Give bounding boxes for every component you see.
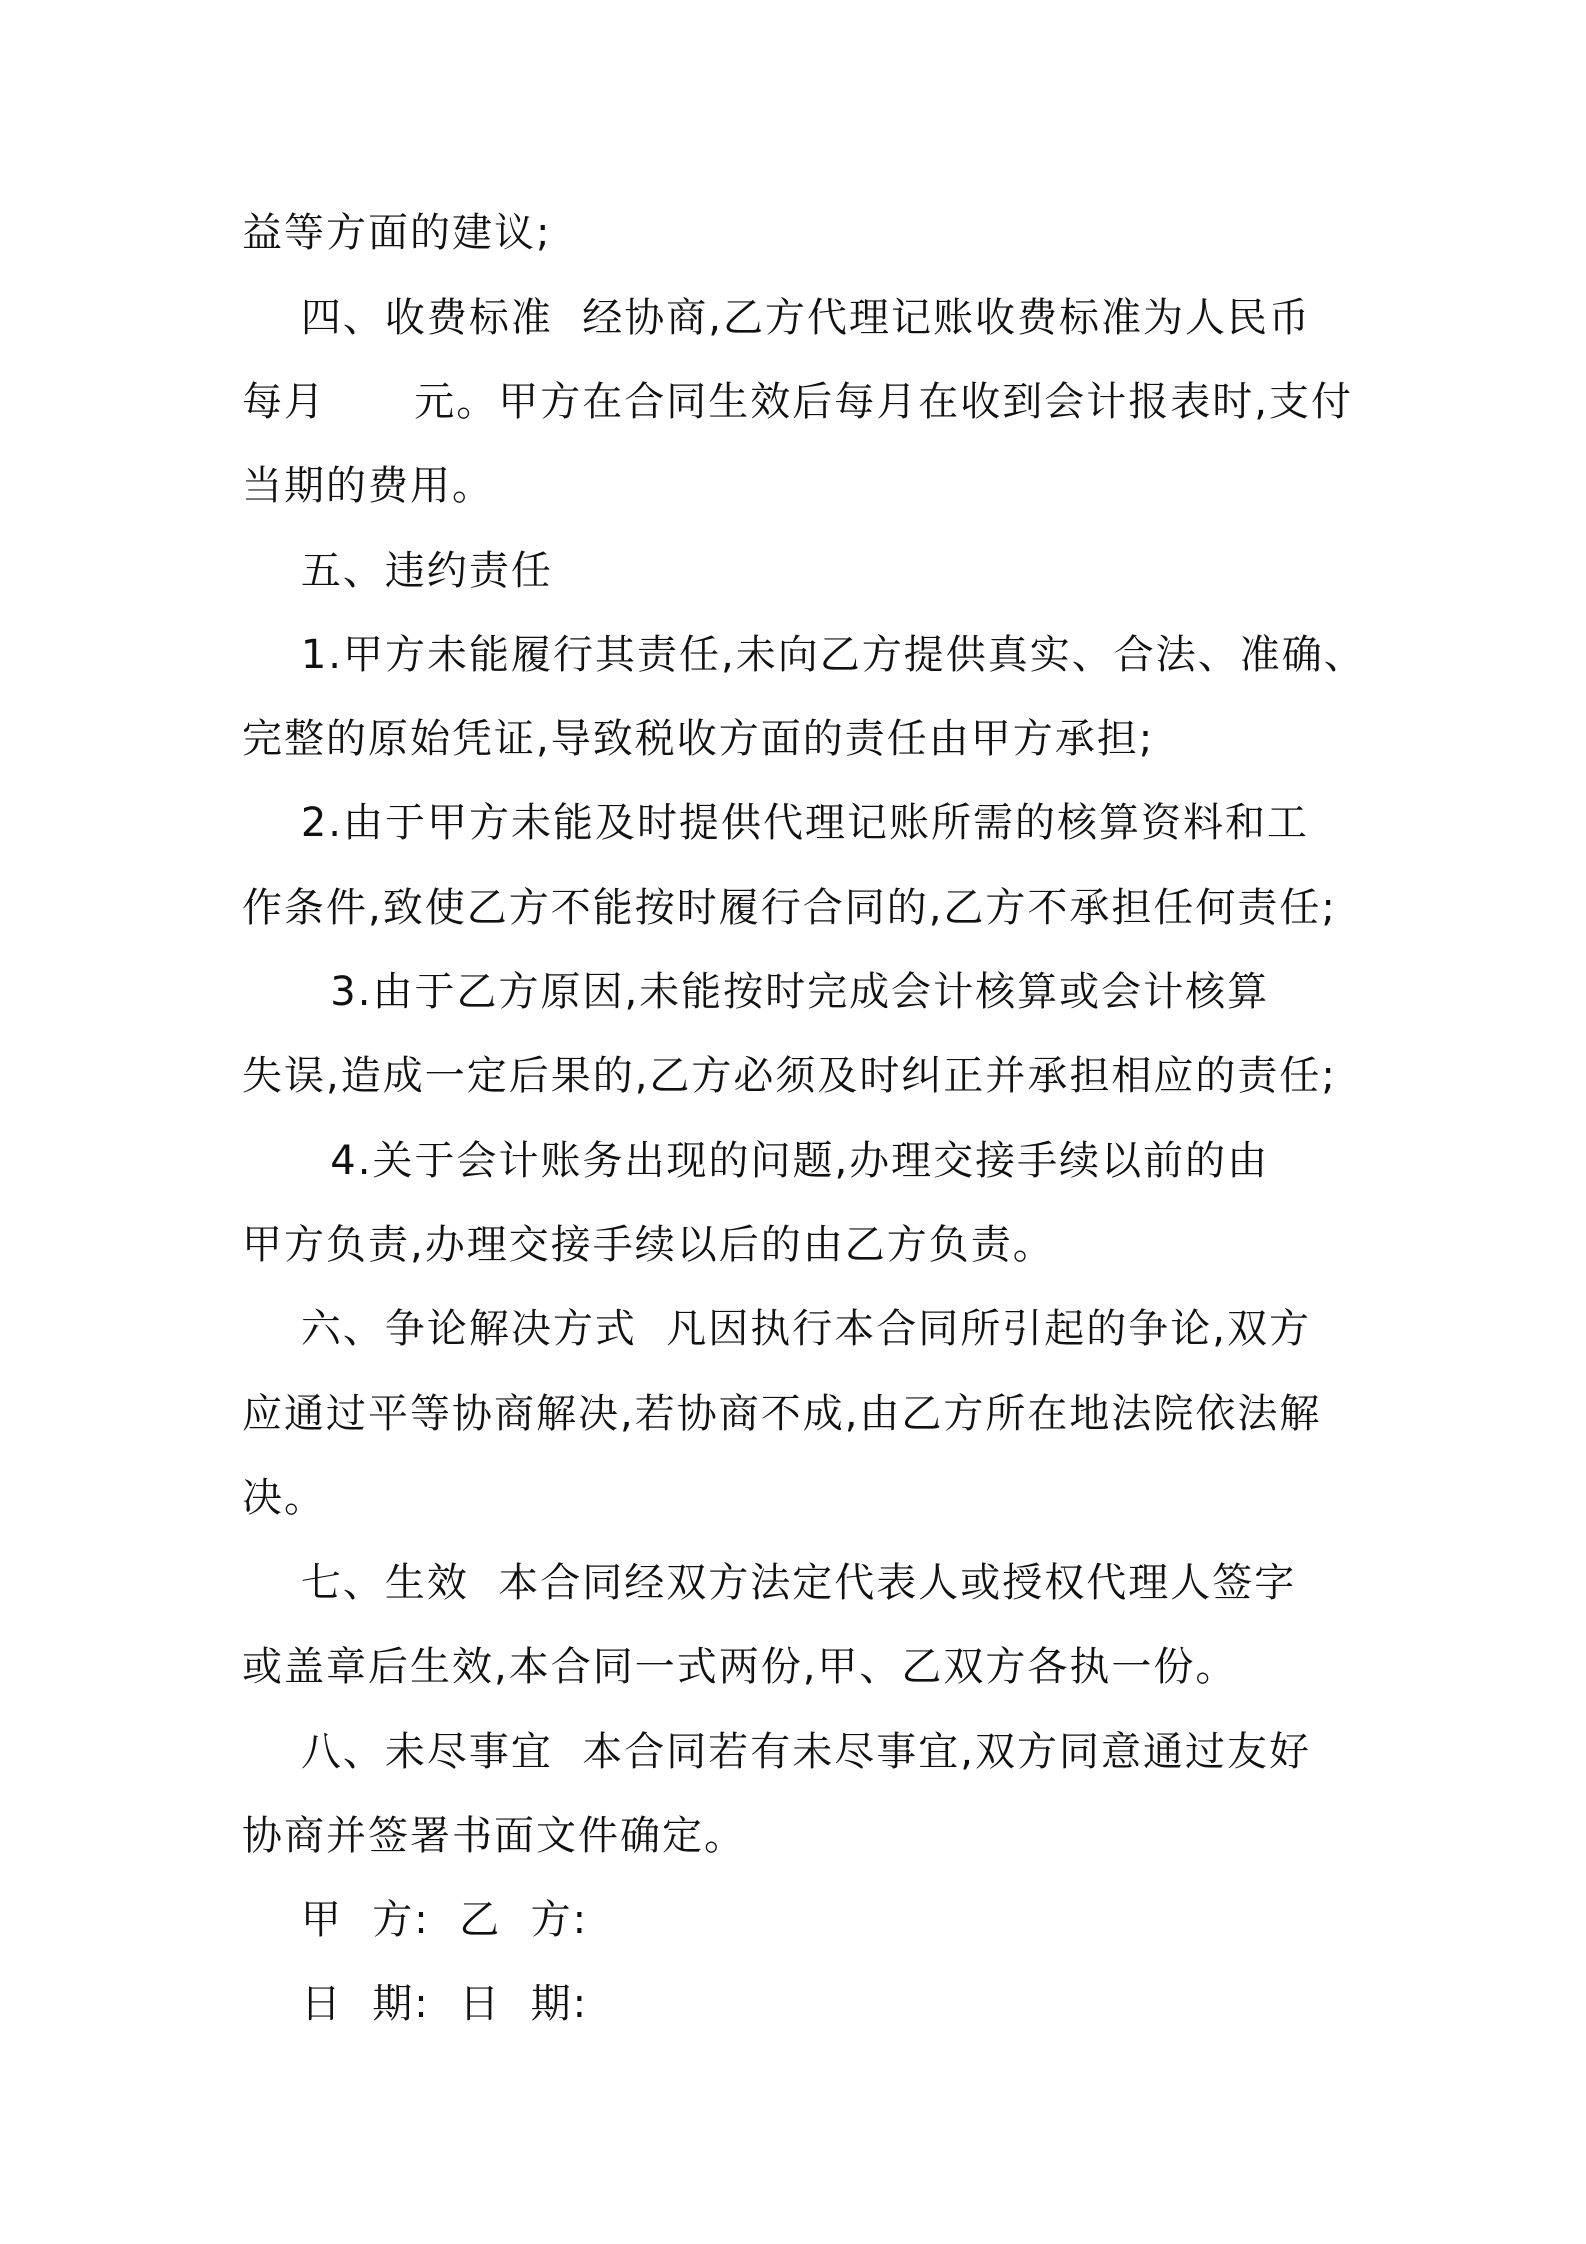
text-line: 4.关于会计账务出现的问题,办理交接手续以前的由 (242, 1138, 1270, 1184)
text-line: 2.由于甲方未能及时提供代理记账所需的核算资料和工 (242, 800, 1310, 846)
text-line: 作条件,致使乙方不能按时履行合同的,乙方不承担任何责任; (242, 885, 1337, 931)
text-line: 当期的费用。 (242, 463, 494, 509)
text-line: 七、生效 本合同经双方法定代表人或授权代理人签字 (242, 1560, 1297, 1606)
text-line: 益等方面的建议; (242, 210, 552, 256)
text-line: 八、未尽事宜 本合同若有未尽事宜,双方同意通过友好 (242, 1729, 1312, 1775)
text-line: 决。 (242, 1475, 326, 1521)
text-line: 协商并签署书面文件确定。 (242, 1813, 746, 1859)
text-line: 六、争论解决方式 凡因执行本合同所引起的争论,双方 (242, 1306, 1312, 1352)
text-line: 3.由于乙方原因,未能按时完成会计核算或会计核算 (242, 969, 1270, 1015)
text-line: 完整的原始凭证,导致税收方面的责任由甲方承担; (242, 716, 1155, 762)
text-line: 应通过平等协商解决,若协商不成,由乙方所在地法院依法解 (242, 1391, 1322, 1437)
text-line: 失误,造成一定后果的,乙方必须及时纠正并承担相应的责任; (242, 1053, 1337, 1099)
text-line: 四、收费标准 经协商,乙方代理记账收费标准为人民币 (242, 295, 1312, 341)
signature-party-line: 甲 方: 乙 方: (242, 1897, 589, 1943)
text-line: 甲方负责,办理交接手续以后的由乙方负责。 (242, 1222, 1055, 1268)
signature-date-line: 日 期: 日 期: (242, 1981, 589, 2027)
text-line: 每月 元。甲方在合同生效后每月在收到会计报表时,支付 (242, 379, 1354, 425)
text-line: 或盖章后生效,本合同一式两份,甲、乙双方各执一份。 (242, 1644, 1238, 1690)
text-line: 1.甲方未能履行其责任,未向乙方提供真实、合法、准确、 (242, 632, 1366, 678)
section-heading: 五、违约责任 (242, 548, 553, 594)
